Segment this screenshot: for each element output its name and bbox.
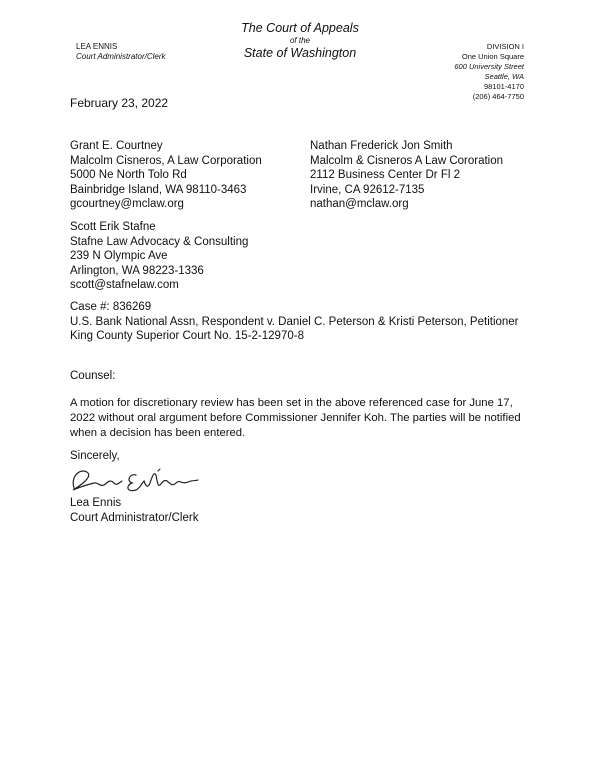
recipient-name: Nathan Frederick Jon Smith <box>310 140 453 152</box>
recipient-email: nathan@mclaw.org <box>310 198 409 211</box>
recipient-city: Arlington, WA 98223-1336 <box>70 264 204 277</box>
division-zip: 98101-4170 <box>483 82 524 91</box>
court-state: State of Washington <box>243 46 357 60</box>
case-number: Case #: 836269 <box>70 301 152 313</box>
case-title: U.S. Bank National Assn, Respondent v. Daniel C. Peterson & Kristi Peterson, Petitioner <box>70 315 519 328</box>
division-address <box>454 42 524 102</box>
signer-block <box>70 496 198 525</box>
clerk-title: Court Administrator/Clerk <box>76 52 166 61</box>
recipient-city: Irvine, CA 92612-7135 <box>310 183 425 196</box>
recipient-city: Bainbridge Island, WA 98110-3463 <box>70 183 247 196</box>
division-address-line1: One Union Square <box>461 52 524 61</box>
handwritten-signature <box>64 463 204 497</box>
recipient-name: Grant E. Courtney <box>70 140 163 152</box>
recipient-name: Scott Erik Stafne <box>70 221 156 233</box>
lower-court-number: King County Superior Court No. 15-2-12970-8 <box>70 330 304 343</box>
signer-name: Lea Ennis <box>70 497 122 509</box>
signer-title: Court Administrator/Clerk <box>70 511 199 524</box>
letter-body: A motion for discretionary review has been set in the above referenced case for June 17, 2022 without oral argument before Commissioner Jennifer Koh. The parties will be notified when a decision has been entered. <box>70 397 521 439</box>
salutation: Counsel: <box>70 370 116 382</box>
recipient-firm: Stafne Law Advocacy & Consulting <box>70 235 249 248</box>
recipient-street: 5000 Ne North Tolo Rd <box>70 169 187 182</box>
recipient-address <box>70 220 248 293</box>
recipient-email: scott@stafnelaw.com <box>70 279 179 292</box>
court-of-the: of the <box>289 36 310 45</box>
recipient-address <box>310 139 503 212</box>
recipient-firm: Malcolm Cisneros, A Law Corporation <box>70 154 262 167</box>
division-address-line2: 600 University Street <box>454 62 524 71</box>
division-phone: (206) 464-7750 <box>472 92 524 101</box>
clerk-name: LEA ENNIS <box>76 42 118 51</box>
division-name: DIVISION I <box>486 42 524 51</box>
case-block <box>70 300 540 344</box>
closing: Sincerely, <box>70 450 120 462</box>
recipient-address <box>70 139 262 212</box>
division-city: Seattle, WA <box>484 72 524 81</box>
recipient-firm: Malcolm & Cisneros A Law Cororation <box>310 154 504 167</box>
recipient-street: 239 N Olympic Ave <box>70 250 168 263</box>
letter-date: February 23, 2022 <box>70 96 169 110</box>
recipient-email: gcourtney@mclaw.org <box>70 198 184 211</box>
recipient-street: 2112 Business Center Dr Fl 2 <box>310 169 460 182</box>
court-name: The Court of Appeals <box>241 21 359 35</box>
